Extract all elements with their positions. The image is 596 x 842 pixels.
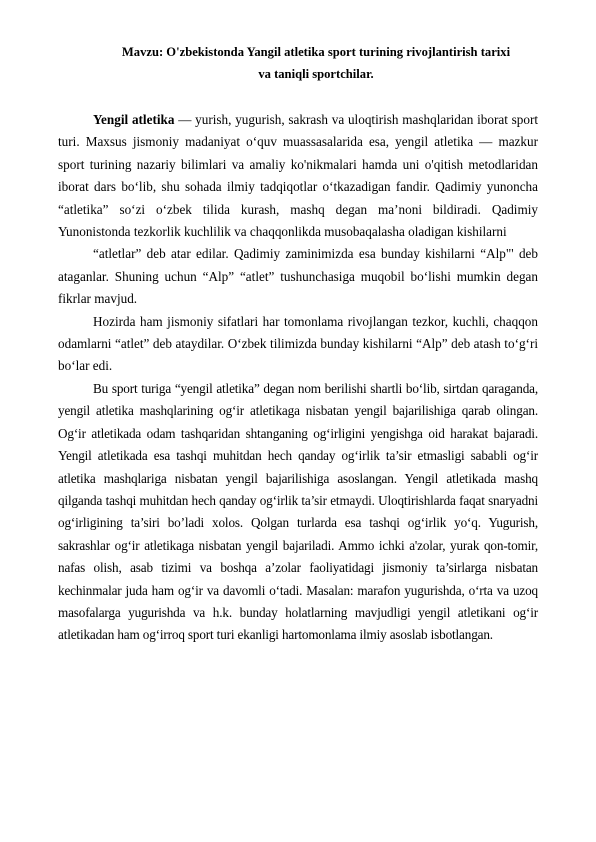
paragraph-2	[58, 243, 538, 310]
paragraph-4-text: Bu sport turiga “yengil atletika” degan nom berilishi shartli bo‘lib, sirtdan qaraganda, yengil atletika mashqlarining og‘ir atletikaga nisbatan yengil bajarilishiga qarab olingan. Og‘ir atletikada odam tashqaridan shtanganing og‘irligini yengishga oid harakat bajaradi. Yengil atletikada esa tashqi muhitdan hech qanday og‘irlik ta’sir etmasligi sababli og‘ir atletika mashqlariga nisbatan yengil bajarilishiga asoslangan. Yengil atletikada mashq qilganda tashqi muhitdan hech qanday og‘irlik ta’sir etmaydi. Uloqtirishlarda faqat snaryadni og‘irligining ta’siri bo’ladi xolos. Qolgan turlarda esa tashqi og‘irlik yo‘q. Yugurish, sakrashlar og‘ir atletikaga nisbatan yengil bajariladi. Ammo ichki a'zolar, yurak qon-tomir, nafas olish, asab tizimi va boshqa a’zolar faoliyatidagi jismoniy ta’sirlarga nisbatan kechinmalar juda ham og‘ir va davomli o‘tadi. Masalan: marafon yugurishda, o‘rta va uzoq masofalarga yugurishda va h.k. bunday holatlarning mavjudligi yengil atletikani og‘ir atletikadan ham og‘irroq sport turi ekanligi hartomonlama ilmiy asoslab isbotlangan.	[58, 380, 538, 643]
document-title	[58, 41, 538, 85]
paragraph-1-lead-term: Yengil atletika	[93, 112, 175, 127]
paragraph-3-text: Hozirda ham jismoniy sifatlari har tomonlama rivojlangan tezkor, kuchli, chaqqon odamlarni “atlet” deb ataydilar. O‘zbek tilimizda bunday kishilarni “Alp” deb atash to‘g‘ri bo‘lar edi.	[58, 313, 538, 374]
paragraph-3	[58, 311, 538, 378]
title-line-2: va taniqli sportchilar.	[258, 67, 374, 81]
paragraph-2-text: “atletlar” deb atar edilar. Qadimiy zaminimizda esa bunday kishilarni “Alp"' deb ataganlar. Shuning uchun “Alp” “atlet” tushunchasiga muqobil bo‘lishi mumkin degan fikrlar mavjud.	[58, 246, 538, 307]
paragraph-1	[58, 109, 538, 243]
paragraph-4	[58, 378, 538, 647]
title-spacer	[58, 85, 538, 109]
paragraph-1-text: — yurish, yugurish, sakrash va uloqtirish mashqlaridan iborat sport turi. Maxsus jismoniy madaniyat o‘quv muassasalarida esa, yengil atletika — mazkur sport turining nazariy bilimlari va amaliy ko'nikmalari hamda uni o'qitish metodlaridan iborat dars bo‘lib, shu sohada ilmiy tadqiqotlar o‘tkazadigan fandir. Qadimiy yunoncha “atletika” so‘zi o‘zbek tilida kurash, mashq degan ma’noni bildiradi. Qadimiy Yunonistonda tezkorlik kuchlilik va chaqqonlikda musobaqalasha oladigan kishilarni	[58, 112, 539, 240]
title-line-1: Mavzu: O'zbekistonda Yangil atletika sport turining rivojlantirish tarixi	[121, 45, 511, 59]
